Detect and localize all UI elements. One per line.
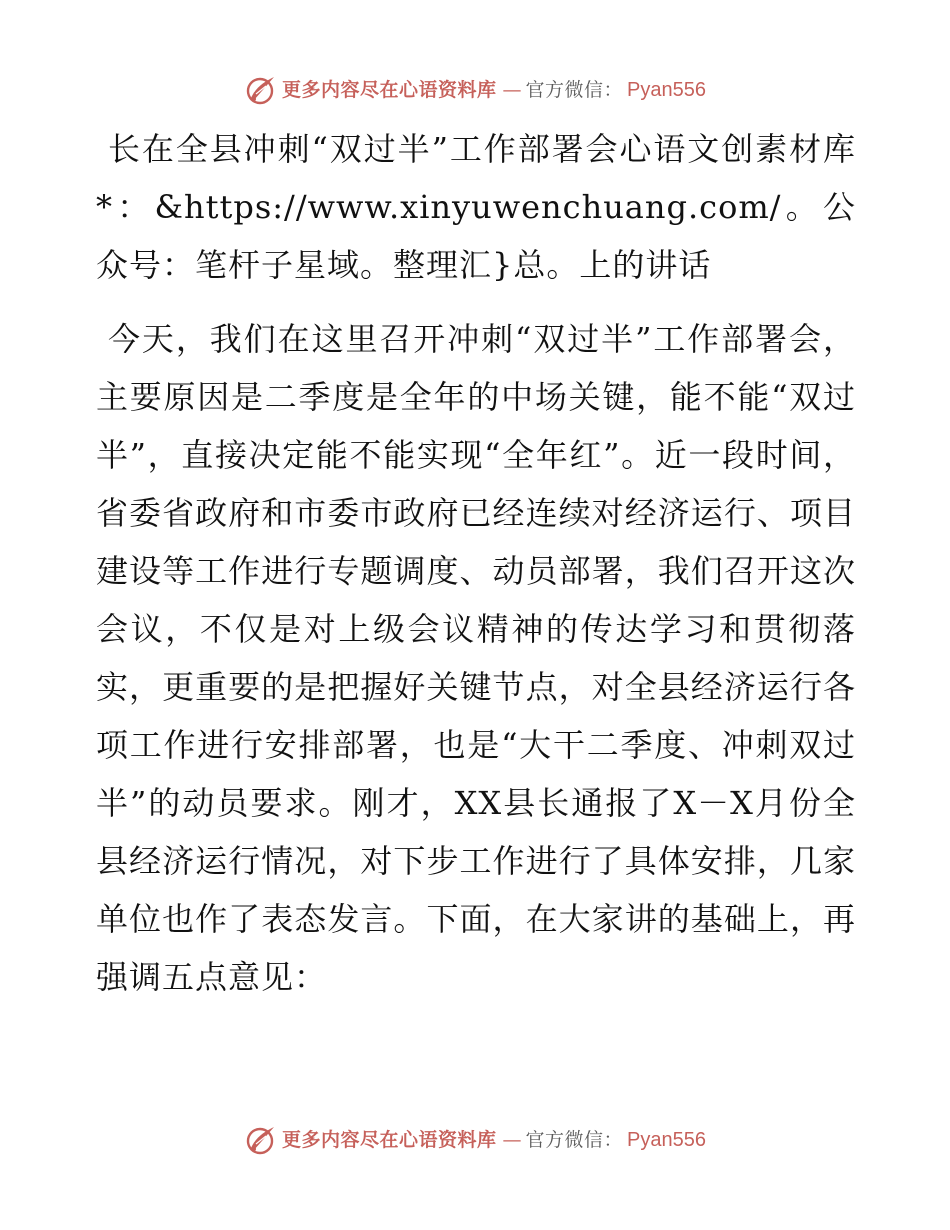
wechat-label: 官方微信： xyxy=(525,1129,624,1151)
watermark-dash: — xyxy=(502,1129,520,1151)
wechat-id: Pyan556 xyxy=(627,1129,706,1151)
document-title: 长在全县冲刺“双过半”工作部署会心语文创素材库*：&https://www.xinyuwenchuang.com/。公众号：笔杆子星域。整理汇}总。上的讲话 xyxy=(96,130,856,284)
wechat-label: 官方微信： xyxy=(525,79,624,101)
watermark-text: 更多内容尽在心语资料库 xyxy=(282,1129,497,1151)
footer-watermark xyxy=(0,1120,950,1160)
watermark-dash: — xyxy=(502,79,520,101)
logo-icon xyxy=(244,73,278,107)
wechat-id: Pyan556 xyxy=(627,79,706,101)
document-body: 今天，我们在这里召开冲刺“双过半”工作部署会，主要原因是二季度是全年的中场关键，能不能“双过半”，直接决定能不能实现“全年红”。近一段时间，省委省政府和市委市政府已经连续对经济运行、项目建设等工作进行专题调度、动员部署，我们召开这次会议，不仅是对上级会议精神的传达学习和贯彻落实，更重要的是把握好关键节点，对全县经济运行各项工作进行安排部署，也是“大干二季度、冲刺双过半”的动员要求。刚才，XX县长通报了X－X月份全县经济运行情况，对下步工作进行了具体安排，几家单位也作了表态发言。下面，在大家讲的基础上，再强调五点意见： xyxy=(96,320,856,996)
logo-icon xyxy=(244,1123,278,1157)
watermark-text: 更多内容尽在心语资料库 xyxy=(282,79,497,101)
header-watermark xyxy=(0,70,950,110)
